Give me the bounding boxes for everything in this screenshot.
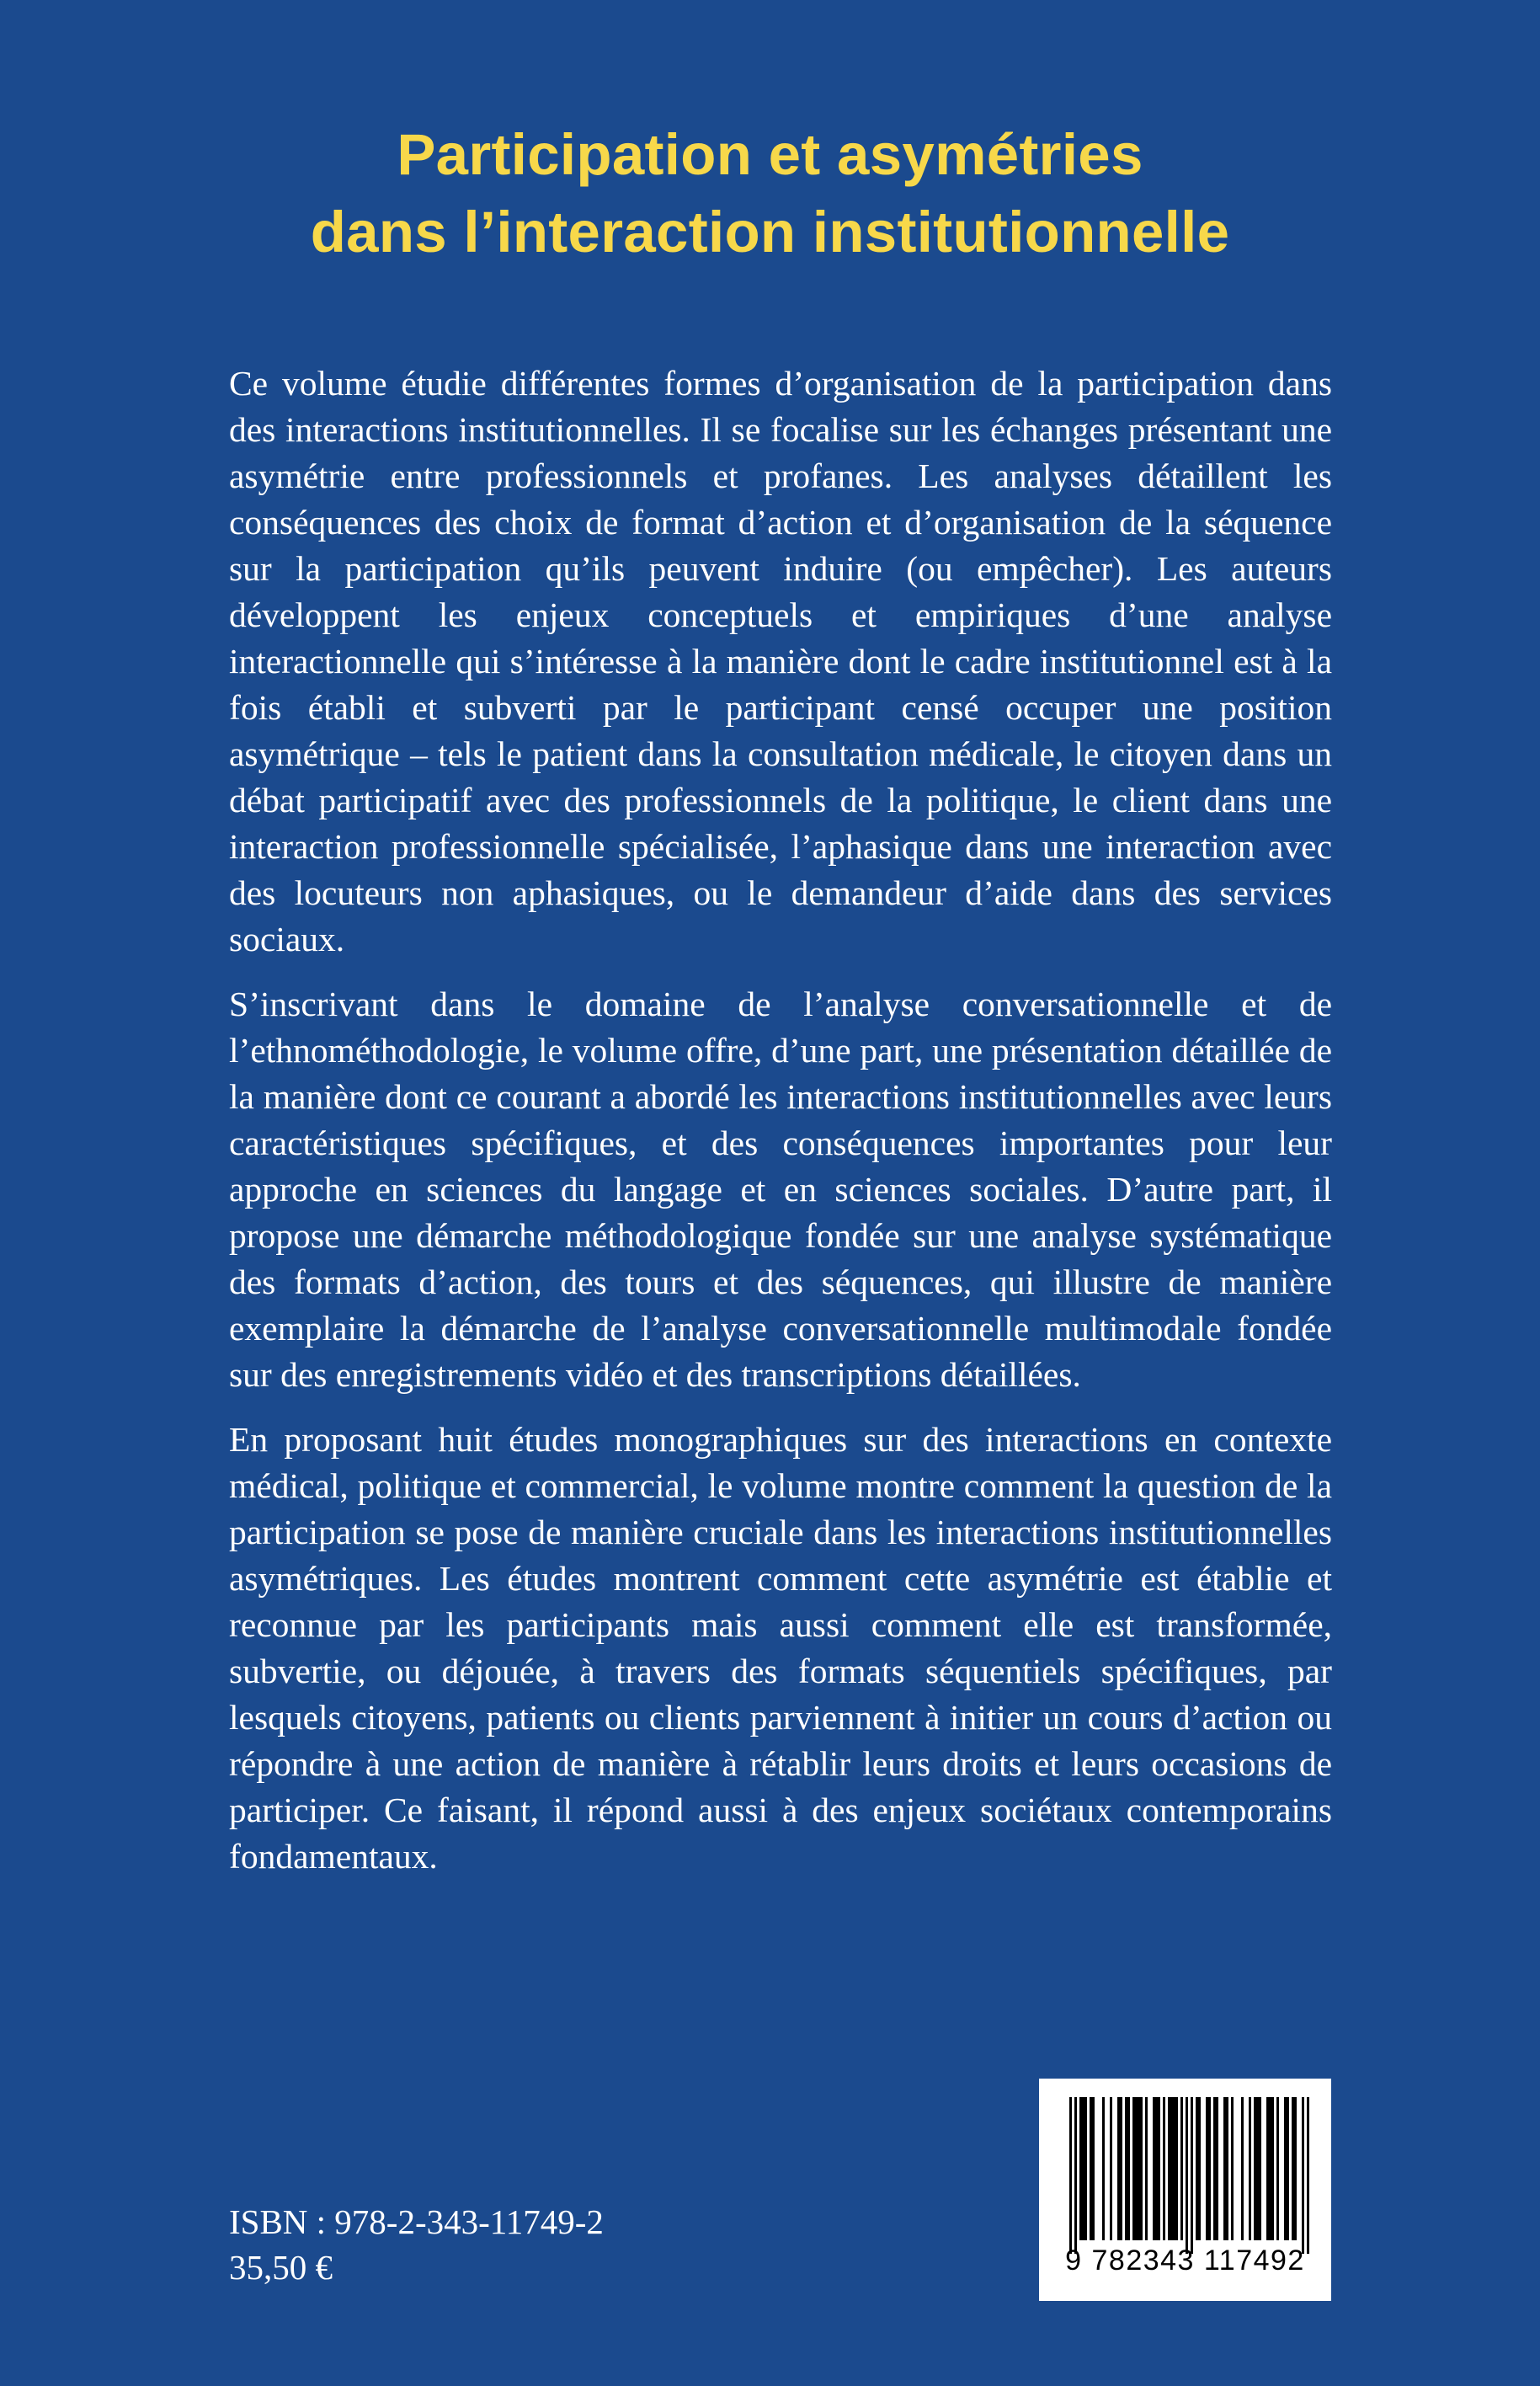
- barcode-bar: [1294, 2097, 1297, 2240]
- barcode-bar: [1135, 2097, 1138, 2240]
- barcode-bar: [1208, 2097, 1211, 2240]
- barcode-bar: [1292, 2097, 1294, 2240]
- blurb-paragraph-3: En proposant huit études monographiques sur des interactions en contexte médical, politique et commercial, le volume montre comment la question de la participation se pose de manière cruciale dans les interactions institutionnelles asymétriques. Les études montrent comment cette asymétrie est établie et reconnue par les participants mais aussi comment elle est transformée, subvertie, ou déjouée, à travers des formats séquentiels spécifiques, par lesquels citoyens, patients ou clients parviennent à initier un cours d’action ou répondre à une action de manière à rétablir leurs droits et leurs occasions de participer. Ce faisant, il répond aussi à des enjeux sociétaux contemporains fondamentaux.: [229, 1420, 1332, 1876]
- barcode-bar: [1307, 2097, 1309, 2254]
- barcode-bar: [1216, 2097, 1218, 2240]
- barcode-bar: [1198, 2097, 1201, 2240]
- barcode-bar: [1084, 2097, 1087, 2240]
- barcode-bar: [1206, 2097, 1208, 2240]
- barcode-bar: [1256, 2097, 1259, 2240]
- barcode-bar: [1102, 2097, 1105, 2240]
- barcode-bar: [1191, 2097, 1193, 2254]
- barcode-bar: [1259, 2097, 1261, 2240]
- barcode-bar: [1069, 2097, 1072, 2254]
- blurb: [229, 360, 1332, 1898]
- price-label: 35,50 €: [229, 2248, 333, 2287]
- barcode-bar: [1186, 2097, 1188, 2254]
- barcode-bar: [1120, 2097, 1122, 2240]
- barcode: [1039, 2079, 1331, 2301]
- barcode-bar: [1241, 2097, 1244, 2240]
- barcode-bar: [1153, 2097, 1155, 2240]
- barcode-bar: [1254, 2097, 1256, 2240]
- barcode-bar: [1196, 2097, 1198, 2240]
- barcode-bar: [1173, 2097, 1175, 2240]
- barcode-bar: [1140, 2097, 1143, 2240]
- title-line-1: Participation et asymétries: [397, 122, 1143, 187]
- barcode-bar: [1117, 2097, 1120, 2240]
- title-line-2: dans l’interaction institutionnelle: [310, 200, 1230, 264]
- barcode-bar: [1226, 2097, 1228, 2240]
- blurb-paragraph-2: S’inscrivant dans le domaine de l’analyse conversationnelle et de l’ethnométhodologie, le volume offre, d’une part, une présentation détaillée de la manière dont ce courant a abordé les interactions institutionnelles avec leurs caractéristiques spécifiques, et des conséquences importantes pour leur approche en sciences du langage et en sciences sociales. D’autre part, il propose une démarche méthodologique fondée sur une analyse systématique des formats d’action, des tours et des séquences, qui illustre de manière exemplaire la démarche de l’analyse conversationnelle multimodale fondée sur des enregistrements vidéo et des transcriptions détaillées.: [229, 985, 1332, 1394]
- barcode-bar: [1163, 2097, 1165, 2240]
- barcode-bar: [1125, 2097, 1127, 2240]
- barcode-bar: [1302, 2097, 1304, 2254]
- barcode-bar: [1269, 2097, 1271, 2240]
- barcode-bar: [1175, 2097, 1178, 2240]
- blurb-paragraph-1: Ce volume étudie différentes formes d’organisation de la participation dans des interactions institutionnelles. Il se focalise sur les échanges présentant une asymétrie entre professionnels et profanes. Les analyses détaillent les conséquences des choix de format d’action et d’organisation de la séquence sur la participation qu’ils peuvent induire (ou empêcher). Les auteurs développent les enjeux conceptuels et empiriques d’une analyse interactionnelle qui s’intéresse à la manière dont le cadre institutionnel est à la fois établi et subverti par le participant censé occuper une position asymétrique – tels le patient dans la consultation médicale, le citoyen dans un débat participatif avec des professionnels de la politique, le client dans une interaction professionnelle spécialisée, l’aphasique dans une interaction avec des locuteurs non aphasiques, ou le demandeur d’aide dans des services sociaux.: [229, 364, 1332, 958]
- barcode-bar: [1170, 2097, 1173, 2240]
- barcode-bar: [1090, 2097, 1092, 2240]
- barcode-bar: [1276, 2097, 1279, 2240]
- isbn-label: ISBN : 978-2-343-11749-2: [229, 2202, 604, 2241]
- barcode-bar: [1231, 2097, 1234, 2240]
- barcode-bar: [1284, 2097, 1287, 2240]
- barcode-bar: [1223, 2097, 1226, 2240]
- barcode-bar: [1082, 2097, 1084, 2240]
- barcode-bar: [1158, 2097, 1160, 2240]
- barcode-bar: [1287, 2097, 1289, 2240]
- barcode-bar: [1271, 2097, 1274, 2240]
- barcode-bar: [1213, 2097, 1216, 2240]
- barcode-bar: [1127, 2097, 1130, 2240]
- barcode-digits: 9 782343 117492: [1065, 2245, 1305, 2277]
- barcode-bar: [1092, 2097, 1095, 2240]
- barcode-bar: [1249, 2097, 1251, 2240]
- barcode-bar: [1079, 2097, 1082, 2240]
- barcode-bar: [1074, 2097, 1077, 2254]
- barcode-bar: [1138, 2097, 1140, 2240]
- barcode-bar: [1155, 2097, 1158, 2240]
- barcode-bar: [1180, 2097, 1183, 2240]
- barcode-bar: [1145, 2097, 1148, 2240]
- barcode-bar: [1132, 2097, 1135, 2240]
- barcode-bar: [1168, 2097, 1170, 2240]
- barcode-bar: [1110, 2097, 1112, 2240]
- barcode-bar: [1266, 2097, 1269, 2240]
- book-title: [0, 116, 1540, 271]
